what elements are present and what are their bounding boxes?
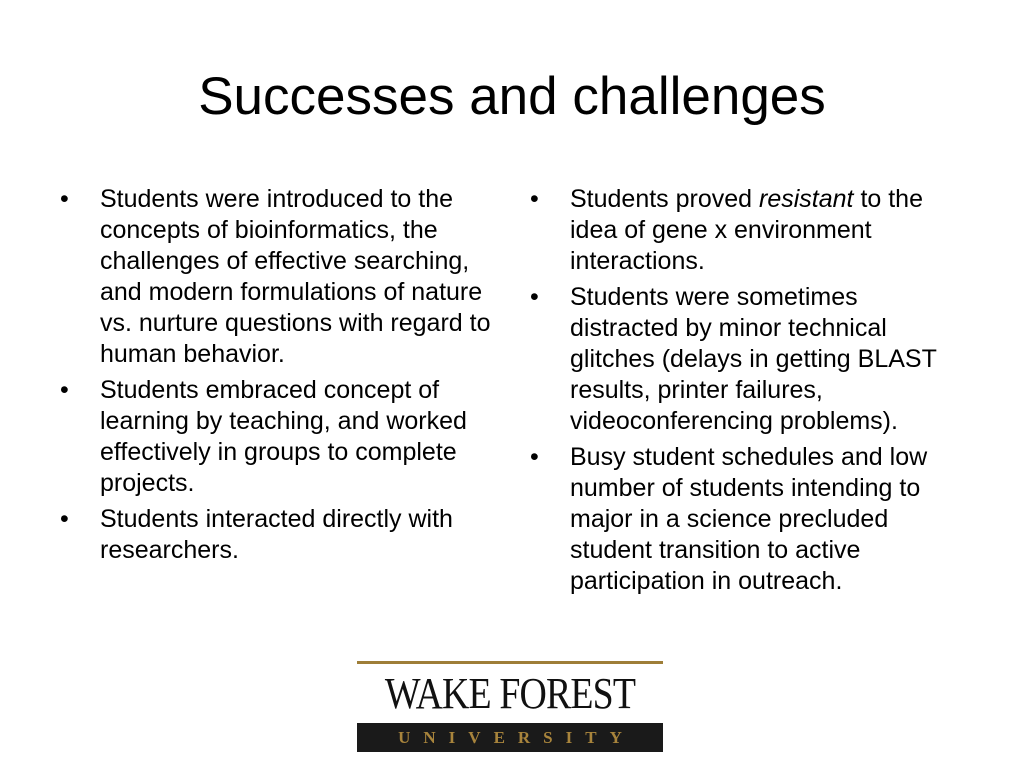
list-item — [526, 442, 966, 597]
bullet-icon: • — [60, 185, 69, 213]
logo-gold-rule — [357, 661, 663, 664]
list-item-text: Students embraced concept of learning by teaching, and worked effectively in groups to complete projects. — [100, 376, 467, 497]
list-item — [526, 282, 966, 437]
wake-forest-logo — [357, 661, 663, 754]
challenges-list — [526, 184, 966, 602]
list-item-text: Busy student schedules and low number of students intending to major in a science precluded student transition to active participation in outreach. — [570, 443, 928, 595]
logo-wordmark: WAKE FOREST — [384, 669, 636, 718]
slide-title: Successes and challenges — [198, 67, 826, 126]
list-item-text: Students interacted directly with researchers. — [100, 505, 453, 564]
emphasized-word: resistant — [759, 185, 854, 213]
list-item — [56, 504, 496, 566]
list-item-text — [570, 185, 923, 275]
list-item-text: Students were sometimes distracted by minor technical glitches (delays in getting BLAST results, printer failures, videoconferencing problems). — [570, 283, 937, 435]
text-segment: Students proved — [570, 185, 760, 213]
logo-university-text: UNIVERSITY — [398, 728, 635, 747]
successes-list — [56, 184, 496, 571]
list-item-text: Students were introduced to the concepts of bioinformatics, the challenges of effective searching, and modern formulations of nature vs. nurture questions with regard to human behavior. — [100, 185, 491, 368]
list-item — [56, 375, 496, 499]
list-item — [56, 184, 496, 370]
bullet-icon: • — [60, 505, 69, 533]
bullet-icon: • — [530, 443, 539, 471]
text-segment: to the idea of gene x environment interactions. — [570, 185, 923, 275]
bullet-icon: • — [530, 283, 539, 311]
bullet-icon: • — [60, 376, 69, 404]
bullet-icon: • — [530, 185, 539, 213]
list-item — [526, 184, 966, 277]
